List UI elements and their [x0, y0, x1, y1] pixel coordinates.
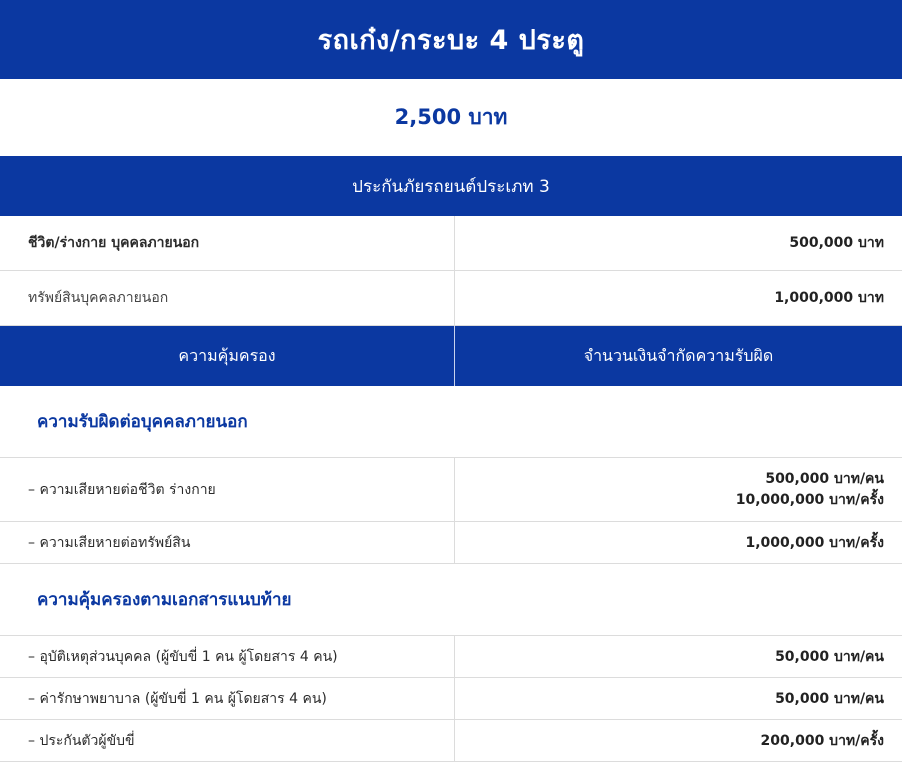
summary-value: 500,000 บาท — [789, 235, 884, 251]
plan-type-label: ประกันภัยรถยนต์ประเภท 3 — [0, 156, 902, 216]
table-row — [0, 458, 902, 522]
limit-value: 50,000 บาท/คน — [775, 690, 884, 707]
limit-value: 50,000 บาท/คน — [775, 648, 884, 665]
table-row — [0, 678, 902, 720]
summary-label: ทรัพย์สินบุคคลภายนอก — [0, 271, 455, 325]
column-header — [0, 326, 902, 386]
table-row — [0, 522, 902, 564]
limit-value-line: 10,000,000 บาท/ครั้ง — [735, 491, 884, 508]
summary-value: 1,000,000 บาท — [774, 290, 884, 306]
limit-value — [455, 458, 902, 521]
coverage-label: – ความเสียหายต่อชีวิต ร่างกาย — [0, 458, 455, 521]
coverage-label: – อุบัติเหตุส่วนบุคคล (ผู้ขับขี่ 1 คน ผู้โดยสาร 4 คน) — [0, 636, 455, 677]
summary-row-property — [0, 271, 902, 326]
table-row — [0, 636, 902, 678]
column-coverage: ความคุ้มครอง — [0, 326, 455, 386]
column-limit: จำนวนเงินจำกัดความรับผิด — [583, 345, 774, 365]
table-row — [0, 720, 902, 762]
section-heading-endorsement: ความคุ้มครองตามเอกสารแนบท้าย — [0, 564, 902, 636]
limit-value: 1,000,000 บาท/ครั้ง — [745, 534, 884, 551]
coverage-label: – ความเสียหายต่อทรัพย์สิน — [0, 522, 455, 563]
summary-row-bodily — [0, 216, 902, 271]
limit-value-line: 500,000 บาท/คน — [765, 470, 884, 487]
limit-value: 200,000 บาท/ครั้ง — [760, 732, 884, 749]
summary-label: ชีวิต/ร่างกาย บุคคลภายนอก — [0, 216, 455, 270]
coverage-label: – ประกันตัวผู้ขับขี่ — [0, 720, 455, 761]
plan-price: 2,500 บาท — [0, 79, 902, 156]
plan-title: รถเก๋ง/กระบะ 4 ประตู — [0, 0, 902, 79]
section-heading-third-party: ความรับผิดต่อบุคคลภายนอก — [0, 386, 902, 458]
coverage-label: – ค่ารักษาพยาบาล (ผู้ขับขี่ 1 คน ผู้โดยสาร 4 คน) — [0, 678, 455, 719]
